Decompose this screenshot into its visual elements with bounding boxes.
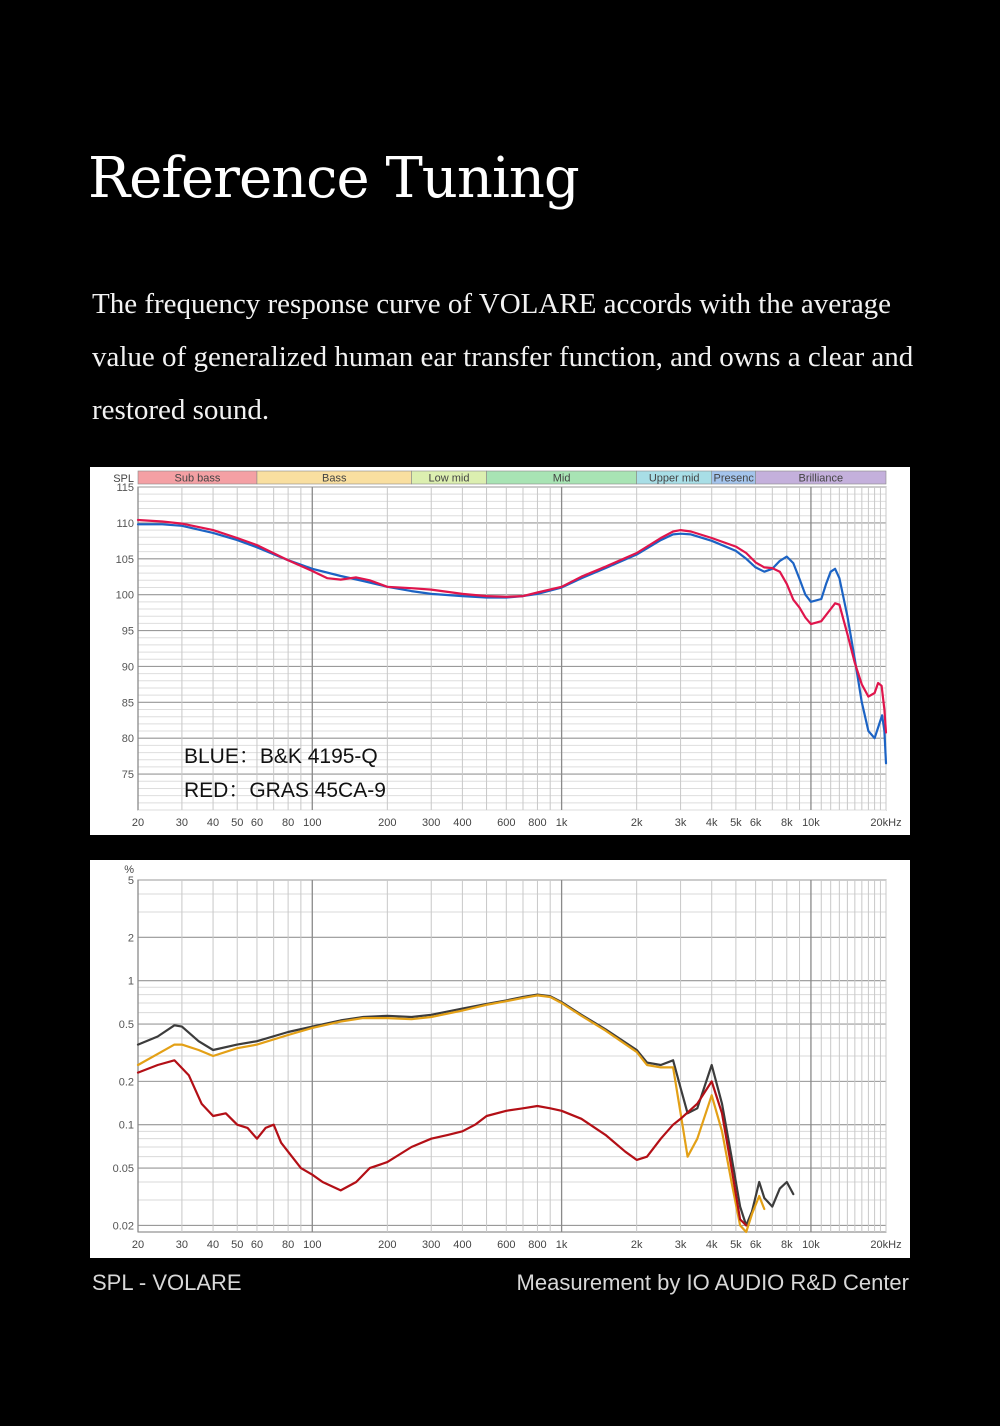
x-tick-label: 800 — [528, 817, 547, 829]
y-tick-label: 1 — [127, 975, 134, 988]
x-tick-label: 600 — [497, 1239, 516, 1251]
y-axis-label: % — [124, 864, 134, 876]
x-tick-label: 200 — [378, 1239, 397, 1251]
y-axis-label: SPL — [113, 473, 134, 485]
y-tick-label: 2 — [127, 932, 134, 945]
legend-annotation: BLUE：B&K 4195-Q — [184, 745, 378, 768]
footer-caption: SPL - VOLARE — [92, 1270, 242, 1295]
x-tick-label: 80 — [281, 1239, 295, 1251]
spl-chart — [90, 467, 910, 835]
y-tick-label: 100 — [115, 589, 134, 602]
y-tick-label: 90 — [121, 661, 134, 674]
x-tick-label: 20 — [131, 817, 145, 829]
footer-credit: Measurement by IO AUDIO R&D Center — [516, 1270, 909, 1295]
x-tick-label: 80 — [281, 817, 295, 829]
x-tick-label: 400 — [453, 1239, 472, 1251]
x-tick-label: 300 — [422, 817, 441, 829]
y-tick-label: 0.1 — [118, 1119, 134, 1132]
y-tick-label: 0.2 — [118, 1076, 134, 1089]
x-tick-label: 100 — [303, 817, 322, 829]
band-label: Mid — [552, 472, 571, 485]
y-tick-label: 115 — [116, 482, 134, 494]
x-tick-label: 600 — [497, 817, 516, 829]
intro-paragraph: The frequency response curve of VOLARE accords with the average value of generalized human ear transfer function, and owns a clear and restored sound. — [92, 288, 914, 426]
x-tick-label: 2k — [630, 817, 643, 829]
x-tick-label: 8k — [780, 1239, 793, 1251]
spl-chart-panel — [90, 467, 910, 835]
y-tick-label: 95 — [121, 625, 134, 638]
x-tick-label: 5k — [730, 1239, 742, 1251]
x-tick-label: 300 — [422, 1239, 441, 1251]
x-tick-label: 4k — [705, 817, 718, 829]
x-tick-label: 5k — [730, 817, 742, 829]
band-label: Presenc — [713, 472, 754, 485]
x-tick-label: 3k — [674, 817, 687, 829]
x-tick-label: 3k — [674, 1239, 687, 1251]
y-tick-label: 0.05 — [112, 1163, 134, 1176]
x-tick-label: 6k — [749, 1239, 762, 1251]
x-tick-label: 50 — [231, 817, 244, 829]
x-tick-label: 100 — [303, 1239, 322, 1251]
x-tick-label: 1k — [555, 1239, 568, 1251]
y-tick-label: 5 — [127, 875, 134, 887]
thd-chart-panel — [90, 860, 910, 1258]
x-tick-label: 6k — [749, 817, 762, 829]
x-tick-label: 20 — [131, 1239, 145, 1251]
x-tick-label: 10k — [802, 817, 820, 829]
x-tick-label: 30 — [175, 1239, 189, 1251]
x-tick-label: 200 — [378, 817, 397, 829]
x-tick-label: 800 — [528, 1239, 547, 1251]
x-tick-label: 4k — [705, 1239, 718, 1251]
x-tick-label: 60 — [250, 1239, 264, 1251]
band-label: Brilliance — [798, 472, 844, 485]
x-tick-label: 40 — [206, 1239, 220, 1251]
x-tick-label: 30 — [175, 817, 189, 829]
y-tick-label: 0.5 — [118, 1019, 134, 1032]
y-tick-label: 80 — [121, 733, 134, 746]
band-label: Bass — [321, 472, 347, 485]
y-tick-label: 110 — [116, 517, 134, 530]
y-tick-label: 0.02 — [112, 1220, 134, 1233]
x-tick-label: 40 — [206, 817, 220, 829]
x-tick-label: 1k — [555, 817, 568, 829]
band-label: Low mid — [428, 472, 470, 485]
band-label: Upper mid — [648, 472, 700, 485]
y-tick-label: 105 — [115, 553, 134, 566]
x-tick-label: 60 — [250, 817, 264, 829]
x-tick-label: 10k — [802, 1239, 820, 1251]
x-tick-label: 2k — [630, 1239, 643, 1251]
y-tick-label: 75 — [121, 769, 134, 782]
x-tick-label: 8k — [780, 817, 793, 829]
x-tick-label: 400 — [453, 817, 472, 829]
x-tick-label: 20kHz — [870, 817, 902, 829]
x-tick-label: 20kHz — [870, 1239, 902, 1251]
y-tick-label: 85 — [121, 697, 134, 710]
legend-annotation: RED：GRAS 45CA-9 — [184, 779, 386, 802]
band-label: Sub bass — [174, 472, 221, 485]
thd-chart — [90, 860, 910, 1258]
x-tick-label: 50 — [231, 1239, 244, 1251]
page-title: Reference Tuning — [88, 146, 579, 211]
